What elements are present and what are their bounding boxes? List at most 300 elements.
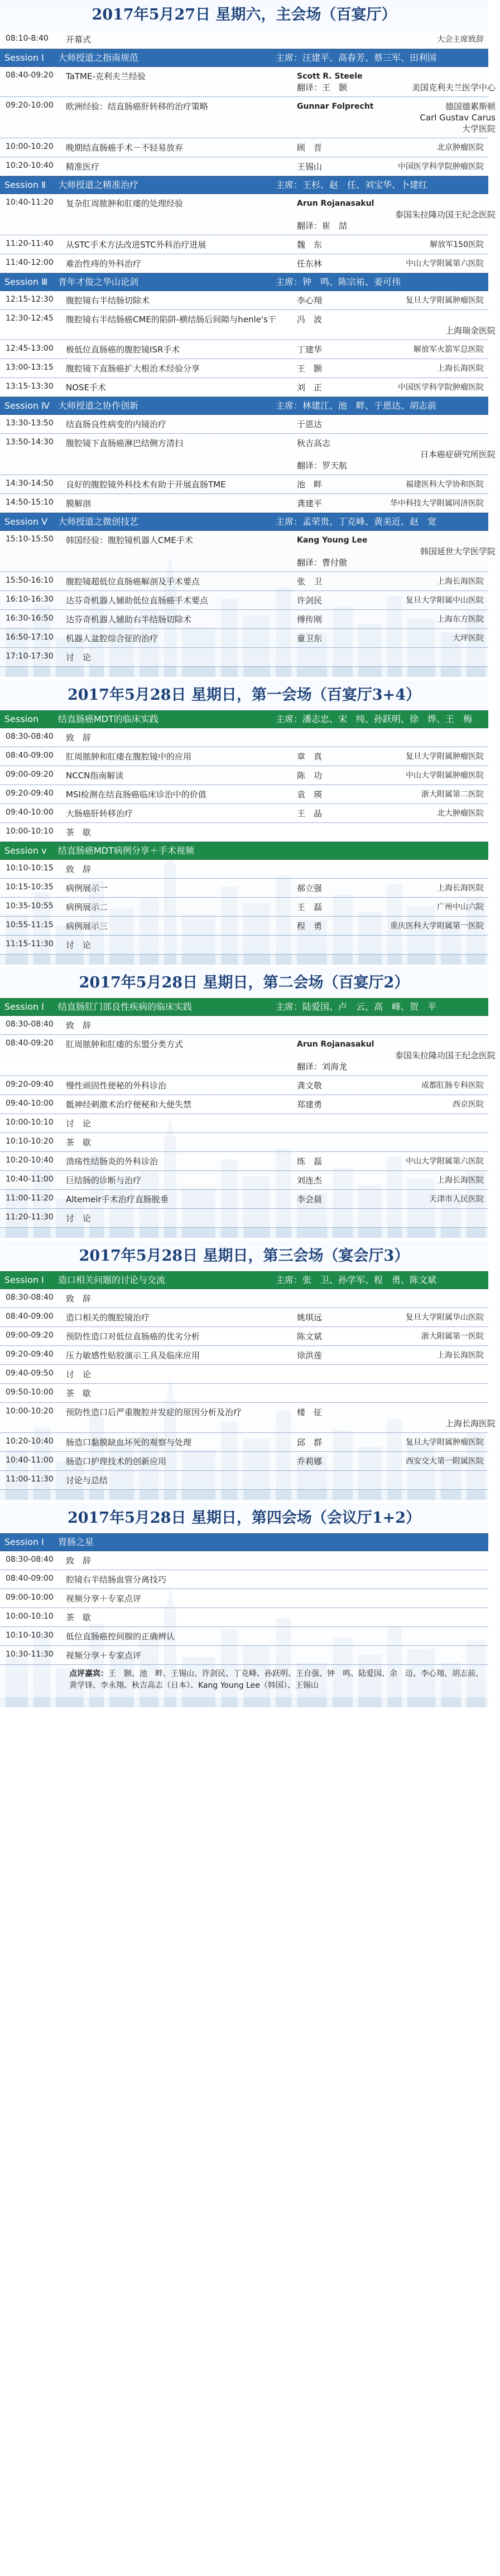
time-slot: 08:10-8:40 bbox=[6, 34, 49, 43]
time-slot: 09:00-09:20 bbox=[6, 770, 54, 779]
time-slot: 10:00-10:20 bbox=[6, 142, 54, 151]
session-number: Session Ⅱ bbox=[4, 180, 46, 190]
topic: 讨 论 bbox=[66, 652, 92, 662]
institution bbox=[350, 220, 496, 231]
session-chairs bbox=[276, 842, 488, 859]
institution: 中国医学科学院肿瘤医院 bbox=[398, 383, 484, 392]
speaker-line bbox=[297, 535, 496, 546]
topic: 腹腔镜下直肠癌淋巴结侧方清扫 bbox=[66, 438, 184, 448]
institution bbox=[350, 648, 488, 666]
institution: 西安交大第一附属医院 bbox=[406, 1457, 484, 1466]
speaker: 袁 瑛 bbox=[297, 790, 323, 800]
speaker bbox=[297, 1471, 350, 1489]
speaker: 任东林 bbox=[297, 259, 323, 269]
time-slot: 10:00-10:10 bbox=[6, 1612, 54, 1621]
time-slot: 09:20-09:40 bbox=[6, 1350, 54, 1359]
session-chairs: 主席：潘志忠、宋 纯、孙跃明、徐 烨、王 梅 bbox=[276, 714, 473, 724]
speaker-group bbox=[297, 434, 500, 474]
speaker-line bbox=[297, 198, 496, 209]
session-title: 造口相关问题的讨论与交流 bbox=[58, 1275, 166, 1285]
institution bbox=[350, 1551, 488, 1570]
time-slot: 15:50-16:10 bbox=[6, 576, 54, 585]
institution: 中山大学附属肿瘤医院 bbox=[406, 771, 484, 780]
institution bbox=[363, 71, 496, 82]
speaker: 翻译：刘海龙 bbox=[297, 1062, 348, 1072]
speaker-line bbox=[297, 101, 496, 112]
speaker: 陈文斌 bbox=[297, 1331, 323, 1342]
session-title: 大师授道之指南规范 bbox=[58, 52, 139, 63]
schedule-row bbox=[0, 30, 488, 49]
institution: 复旦大学附属华山医院 bbox=[406, 1313, 484, 1322]
institution bbox=[350, 1016, 488, 1034]
time-slot: 08:40-09:20 bbox=[6, 71, 54, 80]
speaker-line bbox=[297, 449, 496, 460]
institution bbox=[350, 557, 496, 568]
session-header bbox=[0, 998, 488, 1016]
speaker: 池 畔 bbox=[297, 480, 323, 490]
institution: 华中科技大学附属同济医院 bbox=[390, 499, 484, 508]
institution: 浙大附属第二医院 bbox=[421, 790, 484, 799]
topic: 欧洲经验：结直肠癌肝转移的治疗策略 bbox=[66, 101, 209, 112]
topic: 致 辞 bbox=[66, 1556, 92, 1566]
session-header bbox=[0, 513, 488, 531]
institution bbox=[350, 936, 488, 954]
speaker: 刘 正 bbox=[297, 382, 323, 393]
speaker: 许剑民 bbox=[297, 595, 323, 606]
time-slot: 16:30-16:50 bbox=[6, 614, 54, 623]
institution bbox=[367, 535, 496, 546]
time-slot: 08:30-08:40 bbox=[6, 732, 54, 741]
time-slot: 10:10-10:30 bbox=[6, 1631, 54, 1640]
schedule-row bbox=[0, 157, 488, 176]
speaker bbox=[297, 1608, 350, 1626]
time-slot: 14:30-14:50 bbox=[6, 479, 54, 488]
speaker-line bbox=[297, 1050, 496, 1061]
schedule-row bbox=[0, 1608, 488, 1627]
speaker: 翻译：崔 喆 bbox=[297, 221, 348, 231]
institution: 复旦大学附属肿瘤医院 bbox=[406, 752, 484, 761]
speaker: Arun Rojanasakul bbox=[297, 199, 374, 208]
topic: 腔镜右半结肠血管分离技巧 bbox=[66, 1575, 167, 1585]
time-slot: 10:40-11:00 bbox=[6, 1175, 54, 1184]
speaker: 于恩达 bbox=[297, 419, 323, 429]
topic: 腹腔镜右半结肠癌CME的陷阱-横结肠后间隙与henle's干 bbox=[66, 314, 276, 325]
institution: 浙大附属第一医院 bbox=[421, 1332, 484, 1341]
schedule-row bbox=[0, 1016, 488, 1035]
schedule-row bbox=[0, 1627, 488, 1646]
speaker bbox=[297, 1418, 350, 1429]
day-section bbox=[0, 0, 496, 680]
schedule-row bbox=[0, 1209, 488, 1228]
speaker bbox=[297, 1551, 350, 1570]
speaker: 龚文敬 bbox=[297, 1081, 323, 1091]
schedule-row bbox=[0, 572, 488, 591]
speaker-line bbox=[297, 1407, 496, 1418]
schedule-row bbox=[0, 936, 488, 955]
speaker: 翻译：罗天航 bbox=[297, 461, 348, 471]
topic: 压力敏感性贴胶演示工具及临床应用 bbox=[66, 1350, 200, 1360]
speaker: 乔莉娜 bbox=[297, 1456, 323, 1466]
session-title: 青年才俊之华山论剑 bbox=[58, 277, 139, 287]
time-slot: 08:40-09:00 bbox=[6, 1312, 54, 1321]
speaker-line bbox=[297, 557, 496, 568]
speaker-group bbox=[297, 97, 500, 138]
speaker-group bbox=[297, 1403, 500, 1432]
speaker: 丁建华 bbox=[297, 345, 323, 355]
institution bbox=[350, 1589, 488, 1607]
institution: 上海长海医院 bbox=[437, 1176, 484, 1185]
session-header bbox=[0, 710, 488, 728]
speaker bbox=[297, 112, 350, 123]
institution: 德国德累斯顿 bbox=[445, 101, 496, 112]
institution: 复旦大学附属肿瘤医院 bbox=[406, 296, 484, 305]
topic: 讨 论 bbox=[66, 1213, 92, 1223]
institution: 大会主席致辞 bbox=[437, 35, 484, 44]
time-slot: 09:40-10:00 bbox=[6, 1099, 54, 1108]
schedule-row bbox=[0, 1346, 488, 1365]
schedule-row bbox=[0, 475, 488, 494]
schedule-row bbox=[0, 67, 496, 97]
speaker: 龚建平 bbox=[297, 498, 323, 509]
topic: 开幕式 bbox=[66, 35, 92, 45]
time-slot: 09:00-09:20 bbox=[6, 1331, 54, 1340]
institution: 上海长海医院 bbox=[437, 364, 484, 373]
topic: 韩国经验：腹腔镜机器人CME手术 bbox=[66, 535, 193, 545]
speaker: 魏 东 bbox=[297, 240, 323, 250]
time-slot: 09:40-10:00 bbox=[6, 808, 54, 817]
topic: 茶 歇 bbox=[66, 1388, 92, 1398]
session-header bbox=[0, 397, 488, 415]
time-slot: 10:35-10:55 bbox=[6, 902, 54, 911]
institution: 大学医院 bbox=[461, 124, 496, 134]
time-slot: 11:15-11:30 bbox=[6, 940, 54, 948]
institution bbox=[350, 1209, 488, 1227]
time-slot: 10:20-10:40 bbox=[6, 1156, 54, 1165]
time-slot: 10:40-11:00 bbox=[6, 1456, 54, 1465]
time-slot: 10:20-10:40 bbox=[6, 1437, 54, 1446]
session-header bbox=[0, 49, 488, 67]
schedule-row bbox=[0, 138, 488, 157]
speaker: 翻译：王 颢 bbox=[297, 83, 348, 93]
topic: Altemeir手术治疗直肠脱垂 bbox=[66, 1194, 169, 1204]
schedule-row bbox=[0, 1289, 488, 1308]
schedule-row bbox=[0, 434, 496, 475]
topic: 病例展示二 bbox=[66, 902, 108, 912]
topic: 预防性造口后严重腹腔并发症的原因分析及治疗 bbox=[66, 1407, 242, 1417]
institution: 中国医学科学院肿瘤医院 bbox=[398, 162, 484, 171]
institution bbox=[350, 823, 488, 841]
institution: 福建医科大学协和医院 bbox=[406, 480, 484, 489]
session-header bbox=[0, 842, 488, 860]
speaker-line bbox=[297, 112, 496, 123]
institution bbox=[350, 1407, 496, 1418]
institution bbox=[350, 1365, 488, 1383]
spacer bbox=[0, 1697, 488, 1707]
day-section bbox=[0, 1241, 496, 1503]
time-slot: 11:20-11:30 bbox=[6, 1213, 54, 1222]
speaker: Gunnar Folprecht bbox=[297, 102, 374, 111]
speaker bbox=[297, 1289, 350, 1308]
speaker bbox=[297, 546, 350, 557]
speaker-line bbox=[297, 1061, 496, 1072]
institution: 重庆医科大学附属第一医院 bbox=[390, 922, 484, 931]
institution bbox=[350, 1471, 488, 1489]
topic: 预防性造口对低位直肠癌的优劣分析 bbox=[66, 1331, 200, 1342]
session-number: Session bbox=[4, 714, 39, 724]
institution: 解放军150医院 bbox=[430, 240, 484, 249]
time-slot: 08:40-09:20 bbox=[6, 1039, 54, 1048]
institution bbox=[350, 460, 496, 471]
institution bbox=[350, 1133, 488, 1151]
speaker bbox=[297, 1133, 350, 1151]
topic: TaTME-克利夫兰经验 bbox=[66, 71, 146, 81]
schedule-row bbox=[0, 340, 488, 359]
topic: 精准医疗 bbox=[66, 162, 100, 172]
session-chairs: 主席：陆爱国、卢 云、高 峰、贺 平 bbox=[276, 1001, 437, 1012]
time-slot: 10:40-11:20 bbox=[6, 198, 54, 207]
time-slot: 10:00-10:10 bbox=[6, 1118, 54, 1127]
speaker-line bbox=[297, 220, 496, 231]
speaker bbox=[297, 1114, 350, 1132]
session-number: Session Ⅰ bbox=[4, 52, 44, 63]
institution bbox=[350, 314, 496, 325]
schedule-row bbox=[0, 1551, 488, 1570]
speaker: 姚琪远 bbox=[297, 1313, 323, 1323]
speaker-line bbox=[297, 123, 496, 134]
institution bbox=[374, 1039, 496, 1050]
time-slot: 15:10-15:50 bbox=[6, 535, 54, 544]
topic: 溃疡性结肠炎的外科诊治 bbox=[66, 1156, 158, 1166]
topic: 茶 歇 bbox=[66, 827, 92, 837]
topic: 讨论与总结 bbox=[66, 1475, 108, 1485]
institution: 复旦大学附属肿瘤医院 bbox=[406, 1438, 484, 1447]
speaker: 王 颢 bbox=[297, 364, 323, 374]
speaker: 李心翔 bbox=[297, 296, 323, 306]
session-chairs bbox=[276, 1534, 488, 1551]
topic: 讨 论 bbox=[66, 1369, 92, 1379]
schedule-row bbox=[0, 1384, 488, 1403]
speaker: 楼 征 bbox=[297, 1407, 323, 1417]
institution bbox=[350, 1384, 488, 1402]
time-slot: 11:00-11:20 bbox=[6, 1194, 54, 1203]
speaker: 顾 晋 bbox=[297, 143, 323, 153]
schedule-row bbox=[0, 1327, 488, 1346]
spacer bbox=[0, 667, 488, 677]
speaker bbox=[297, 648, 350, 666]
institution: 上海长海医院 bbox=[445, 1418, 496, 1429]
institution: 上海长海医院 bbox=[437, 884, 484, 893]
institution: 北京肿瘤医院 bbox=[437, 143, 484, 152]
time-slot: 14:50-15:10 bbox=[6, 498, 54, 507]
time-slot: 16:50-17:10 bbox=[6, 633, 54, 642]
institution: 解放军火箭军总医院 bbox=[414, 345, 484, 354]
topic: 肛周脓肿和肛瘘在腹腔镜中的应用 bbox=[66, 752, 192, 762]
speaker: 徐洪莲 bbox=[297, 1350, 323, 1360]
topic: 复杂肛周脓肿和肛瘘的处理经验 bbox=[66, 198, 184, 209]
time-slot: 10:00-10:10 bbox=[6, 827, 54, 836]
speaker: 冯 波 bbox=[297, 314, 323, 325]
time-slot: 13:50-14:30 bbox=[6, 438, 54, 447]
session-title: 大师授道之微创技艺 bbox=[58, 516, 139, 527]
institution: 天津市人民医院 bbox=[429, 1195, 484, 1204]
time-slot: 10:10-10:15 bbox=[6, 864, 54, 873]
speaker-group bbox=[297, 67, 500, 96]
session-number: Session Ⅰ bbox=[4, 1537, 44, 1547]
speaker-line bbox=[297, 438, 496, 449]
institution: 上海东方医院 bbox=[437, 615, 484, 624]
session-number: Session ⅴ bbox=[4, 845, 47, 856]
speaker: 翻译：曹付傲 bbox=[297, 558, 348, 568]
topic: 病例展示一 bbox=[66, 883, 108, 893]
time-slot: 11:40-12:00 bbox=[6, 258, 54, 267]
institution: 成都肛肠专科医院 bbox=[421, 1081, 484, 1090]
schedule-row bbox=[0, 804, 488, 823]
topic: 讨 论 bbox=[66, 1118, 92, 1129]
topic: 从STC手术方法改进STC外科治疗进展 bbox=[66, 240, 206, 250]
institution bbox=[350, 1570, 488, 1589]
institution bbox=[350, 1114, 488, 1132]
time-slot: 08:30-08:40 bbox=[6, 1555, 54, 1564]
topic: 良好的腹腔镜外科技术有助于开展直肠TME bbox=[66, 480, 226, 490]
speaker bbox=[297, 1589, 350, 1607]
topic: 肛周脓肿和肛瘘的东盟分类方式 bbox=[66, 1039, 184, 1049]
speaker: Scott R. Steele bbox=[297, 72, 363, 81]
session-header bbox=[0, 1271, 488, 1289]
schedule-row bbox=[0, 194, 496, 235]
day-section bbox=[0, 680, 488, 968]
session-title: 大师授道之协作创新 bbox=[58, 400, 139, 411]
time-slot: 10:10-10:20 bbox=[6, 1137, 54, 1146]
schedule-row bbox=[0, 1190, 488, 1209]
institution bbox=[374, 198, 496, 209]
topic: 晚期结直肠癌手术－不轻易放弃 bbox=[66, 143, 184, 153]
speaker-line bbox=[297, 325, 496, 336]
commentators-label: 点评嘉宾： bbox=[69, 1669, 108, 1678]
institution: 美国克利夫兰医学中心 bbox=[411, 83, 496, 93]
session-title: 胃肠之星 bbox=[58, 1537, 94, 1547]
schedule-row bbox=[0, 1133, 488, 1152]
session-chairs: 主席：林建江、池 畔、于恩达、胡志前 bbox=[276, 400, 437, 411]
time-slot: 13:00-13:15 bbox=[6, 363, 54, 372]
topic: 巨结肠的诊断与治疗 bbox=[66, 1175, 142, 1185]
institution: 上海瑞金医院 bbox=[445, 326, 496, 336]
time-slot: 09:20-10:00 bbox=[6, 101, 54, 110]
schedule-row bbox=[0, 415, 488, 434]
schedule-row bbox=[0, 917, 488, 936]
speaker: 秋吉高志 bbox=[297, 438, 331, 448]
institution bbox=[350, 1061, 496, 1072]
topic: 机器人盆腔综合征的治疗 bbox=[66, 633, 158, 643]
schedule-row bbox=[0, 1152, 488, 1171]
time-slot: 13:15-13:30 bbox=[6, 382, 54, 391]
speaker bbox=[297, 1646, 350, 1664]
speaker bbox=[297, 209, 350, 220]
time-slot: 10:15-10:35 bbox=[6, 883, 54, 892]
schedule-row bbox=[0, 310, 496, 340]
session-number: Session Ⅰ bbox=[4, 1001, 44, 1012]
schedule-row bbox=[0, 898, 488, 917]
time-slot: 08:40-09:00 bbox=[6, 751, 54, 760]
institution bbox=[350, 1627, 488, 1645]
schedule-row bbox=[0, 1589, 488, 1608]
session-chairs: 主席：钟 鸣、陈宗祐、姜可伟 bbox=[276, 277, 401, 287]
speaker: 王 磊 bbox=[297, 902, 323, 912]
schedule-row bbox=[0, 785, 488, 804]
day-title: 2017年5月28日 星期日，第四会场（会议厅1+2） bbox=[67, 1509, 421, 1527]
institution: 泰国朱拉隆功国王纪念医院 bbox=[395, 210, 496, 220]
speaker bbox=[297, 1050, 350, 1061]
time-slot: 09:20-09:40 bbox=[6, 789, 54, 798]
topic: 致 辞 bbox=[66, 733, 92, 743]
time-slot: 12:15-12:30 bbox=[6, 295, 54, 304]
topic: 茶 歇 bbox=[66, 1613, 92, 1623]
speaker: 邱 群 bbox=[297, 1437, 323, 1447]
time-slot: 10:55-11:15 bbox=[6, 921, 54, 929]
commentators-note bbox=[0, 1665, 488, 1697]
topic: 病例展示三 bbox=[66, 921, 108, 931]
topic: 致 辞 bbox=[66, 1294, 92, 1304]
schedule-row bbox=[0, 1471, 488, 1490]
speaker bbox=[297, 1384, 350, 1402]
schedule-row bbox=[0, 879, 488, 898]
topic: 致 辞 bbox=[66, 1020, 92, 1030]
institution: 日本癌症研究所医院 bbox=[420, 449, 496, 459]
time-slot: 09:00-10:00 bbox=[6, 1593, 54, 1602]
time-slot: 12:30-12:45 bbox=[6, 314, 54, 323]
schedule-row bbox=[0, 359, 488, 378]
schedule-row bbox=[0, 1035, 496, 1076]
schedule-row bbox=[0, 235, 488, 254]
session-chairs: 主席：汪建平、高春芳、蔡三军、田利国 bbox=[276, 52, 437, 63]
day-title: 2017年5月28日 星期日，第三会场（宴会厅3） bbox=[79, 1247, 410, 1265]
speaker-line bbox=[297, 209, 496, 220]
speaker-line bbox=[297, 546, 496, 557]
institution: 广州中山六院 bbox=[437, 903, 484, 912]
schedule-row bbox=[0, 591, 488, 610]
session-chairs: 主席：孟荣贵、丁克峰、黄美近、赵 宽 bbox=[276, 516, 437, 527]
topic: 致 辞 bbox=[66, 864, 92, 874]
schedule-row bbox=[0, 1171, 488, 1190]
speaker-group bbox=[297, 1035, 500, 1076]
institution bbox=[350, 860, 488, 878]
schedule-row bbox=[0, 728, 488, 747]
speaker bbox=[297, 123, 350, 134]
speaker: 郑建勇 bbox=[297, 1100, 323, 1110]
session-number: Session Ⅳ bbox=[4, 400, 50, 411]
time-slot: 09:40-09:50 bbox=[6, 1369, 54, 1378]
time-slot: 12:45-13:00 bbox=[6, 344, 54, 353]
schedule-row bbox=[0, 1403, 496, 1433]
topic: 茶 歇 bbox=[66, 1137, 92, 1147]
speaker: 章 真 bbox=[297, 752, 323, 762]
time-slot: 10:20-10:40 bbox=[6, 161, 54, 170]
session-number: Session Ⅴ bbox=[4, 516, 48, 527]
topic: MSI检测在结直肠癌临床诊治中的价值 bbox=[66, 790, 206, 800]
session-header bbox=[0, 273, 488, 291]
institution bbox=[350, 1646, 488, 1664]
institution: 西京医院 bbox=[453, 1100, 484, 1109]
schedule-row bbox=[0, 1076, 488, 1095]
schedule-row bbox=[0, 1308, 488, 1327]
schedule-row bbox=[0, 610, 488, 629]
session-number: Session Ⅰ bbox=[4, 1275, 44, 1285]
topic: 腹腔镜右半结肠切除术 bbox=[66, 296, 150, 306]
institution: Carl Gustav Carus bbox=[420, 113, 496, 123]
topic: 肠造口黏膜缺血坏死的观察与处理 bbox=[66, 1437, 192, 1447]
speaker: 郝立强 bbox=[297, 883, 323, 893]
speaker bbox=[297, 1570, 350, 1589]
speaker bbox=[297, 325, 350, 336]
